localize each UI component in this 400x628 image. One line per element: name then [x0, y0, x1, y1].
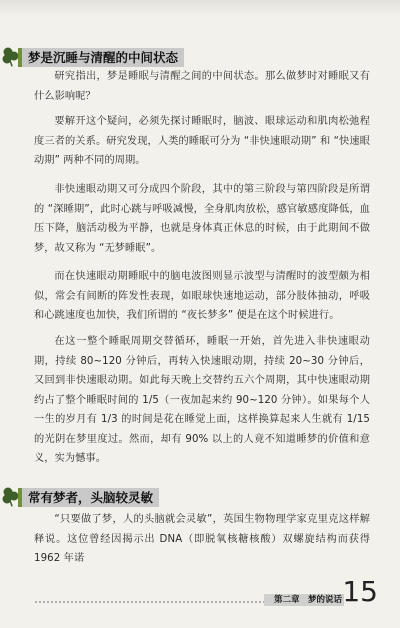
chapter-label: 第二章 梦的说话	[273, 595, 342, 605]
paragraph: 在这一整个睡眠周期交替循环，睡眠一开始，首先进入非快速眼动期，持续 80~120 分钟后，再转入快速眼动期，持续 20~30 分钟后，又回到非快速眼动期。如此每天晚上交替约五六个周期，其中快速眼动期约占了整个睡眠时间的 1/5（一夜加起来约 90~120 分钟）。如果每个人一生的岁月有 1/3 的时间是花在睡觉上面，这样换算起来人生就有 1/15 的光阴在梦里度过。然而，却有 90% 以上的人竟不知道睡梦的价值和意义，实为憾事。	[34, 336, 370, 464]
paragraph: 非快速眼动期又可分成四个阶段，其中的第三阶段与第四阶段是所谓的 “深睡期”，此时心跳与呼吸减慢，全身肌肉放松，感官敏感度降低，血压下降，脑活动极为平静，也就是身体真正休息的时候，由于此期间不做梦，故又称为 “无梦睡眠”。	[34, 184, 370, 254]
paragraph: 而在快速眼动期睡眠中的脑电波图则显示波型与清醒时的波型颇为相似，常会有间断的阵发性表现，如眼球快速地运动，部分肢体抽动，呼吸和心跳速度也加快，我们所谓的 “夜长梦多” 便是在这个时候进行。	[34, 271, 370, 321]
paragraph: 研究指出，梦是睡眠与清醒之间的中间状态。那么做梦时对睡眠又有什么影响呢？	[34, 71, 370, 102]
paragraph: 要解开这个疑问，必须先探讨睡眠时，脑波、眼球运动和肌肉松弛程度三者的关系。研究发现，人类的睡眠可分为 “非快速眼动期” 和 “快速眼动期” 两种不同的周期。	[34, 116, 370, 166]
section-title: 梦是沉睡与清醒的中间状态	[18, 48, 184, 67]
page-number: 15	[342, 575, 378, 608]
paragraph: “只要做了梦，人的头脑就会灵敏”，英国生物物理学家克里克这样解释说。这位曾经因揭示出 DNA（即脱氧核糖核酸）双螺旋结构而获得 1962 年诺	[34, 514, 370, 564]
page-footer	[0, 575, 400, 611]
section-title: 常有梦者，头脑较灵敏	[18, 488, 159, 507]
footer-dotted-rule	[34, 601, 274, 603]
section-heading-dreamers-sharp	[0, 486, 159, 508]
section-heading-dreams-state	[0, 46, 184, 68]
page-top-edge	[0, 0, 400, 16]
